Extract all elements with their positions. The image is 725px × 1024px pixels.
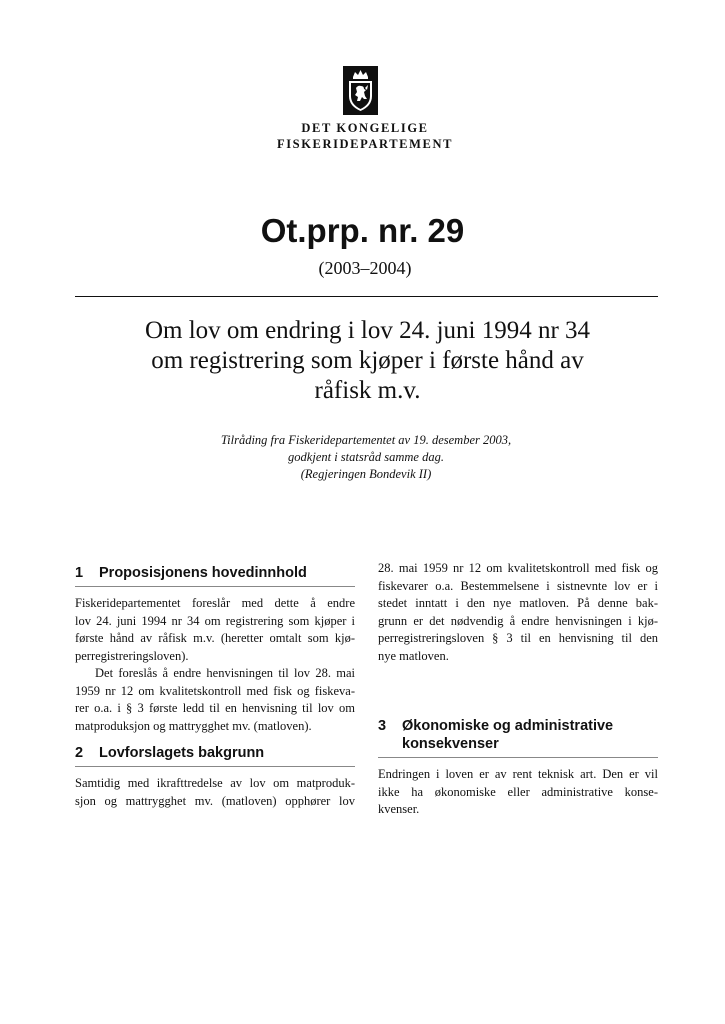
body-line: fiskevarer o.a. Bestemmelsene i sistnevnte lov er i xyxy=(378,578,658,593)
body-line: Samtidig med ikrafttredelse av lov om matproduk- xyxy=(75,776,355,790)
session-years: (2003–2004) xyxy=(318,258,412,278)
section-title-line: Økonomiske og administrative xyxy=(402,718,614,734)
body-line: Endringen i loven er av rent teknisk art. Den er vil xyxy=(378,767,658,781)
body-line: rer o.a. i § 3 første ledd til en henvisning til lov om xyxy=(75,701,355,715)
section-number: 1 xyxy=(75,565,84,581)
body-line: Det foreslås å endre henvisningen til lov 28. mai xyxy=(95,666,355,680)
body-line: 28. mai 1959 nr 12 om kvalitetskontroll med fisk og xyxy=(378,561,658,575)
subtitle-line: om registrering som kjøper i første hånd av xyxy=(151,347,584,374)
document-subtitle xyxy=(90,316,645,406)
department-name-line1: DET KONGELIGE xyxy=(301,121,429,135)
body-line: matproduksjon og mattrygghet mv. (matloven). xyxy=(75,718,312,733)
department-name-line2: FISKERIDEPARTEMENT xyxy=(276,137,454,151)
section-3 xyxy=(378,717,658,819)
subtitle-line: Om lov om endring i lov 24. juni 1994 nr 34 xyxy=(144,317,591,344)
approval-line: godkjent i statsråd samme dag. xyxy=(288,450,444,464)
body-line: perregistreringsloven § 3 til en henvisning til den xyxy=(378,631,658,645)
body-line: sjon og mattrygghet mv. (matloven) opphører lov xyxy=(75,793,355,808)
section-title xyxy=(402,717,658,753)
coat-of-arms-icon xyxy=(343,66,378,115)
section-heading xyxy=(75,564,355,587)
body-line: kvenser. xyxy=(378,802,420,816)
body-line: første hånd av råfisk m.v. (heretter omtalt som kjø- xyxy=(75,631,355,645)
body-line: grunn er det nødvendig å endre henvisningen i kjø- xyxy=(378,613,658,628)
body-line: 1959 nr 12 om kvalitetskontroll med fisk og fiskeva- xyxy=(75,683,355,698)
section-2 xyxy=(75,744,355,810)
body-line: nye matloven. xyxy=(378,648,449,663)
approval-line: Tilråding fra Fiskeridepartementet av 19. desember 2003, xyxy=(220,433,512,447)
subtitle-line: råfisk m.v. xyxy=(314,377,421,404)
section-number: 2 xyxy=(75,745,84,761)
section-1 xyxy=(75,564,355,735)
title-divider xyxy=(75,296,658,297)
body-line: perregistreringsloven). xyxy=(75,648,189,663)
body-line: lov 24. juni 1994 nr 34 om registrering som kjøper i xyxy=(75,613,355,628)
section-number: 3 xyxy=(378,718,387,734)
section-title: Proposisjonens hovedinnhold xyxy=(99,565,307,581)
body-line: ikke ha økonomiske eller administrative konse- xyxy=(378,784,658,799)
section-2-continuation xyxy=(378,560,658,665)
body-line: stedet inntatt i den nye matloven. På denne bak- xyxy=(378,596,658,610)
approval-note xyxy=(150,432,582,483)
section-heading xyxy=(75,744,355,767)
approval-line: (Regjeringen Bondevik II) xyxy=(300,467,432,481)
body-line: Fiskeridepartementet foreslår med dette å endre xyxy=(75,596,355,610)
section-heading xyxy=(378,717,658,758)
section-title-line: konsekvenser xyxy=(402,736,499,752)
section-title: Lovforslagets bakgrunn xyxy=(99,745,265,761)
document-title: Ot.prp. nr. 29 xyxy=(260,212,465,249)
